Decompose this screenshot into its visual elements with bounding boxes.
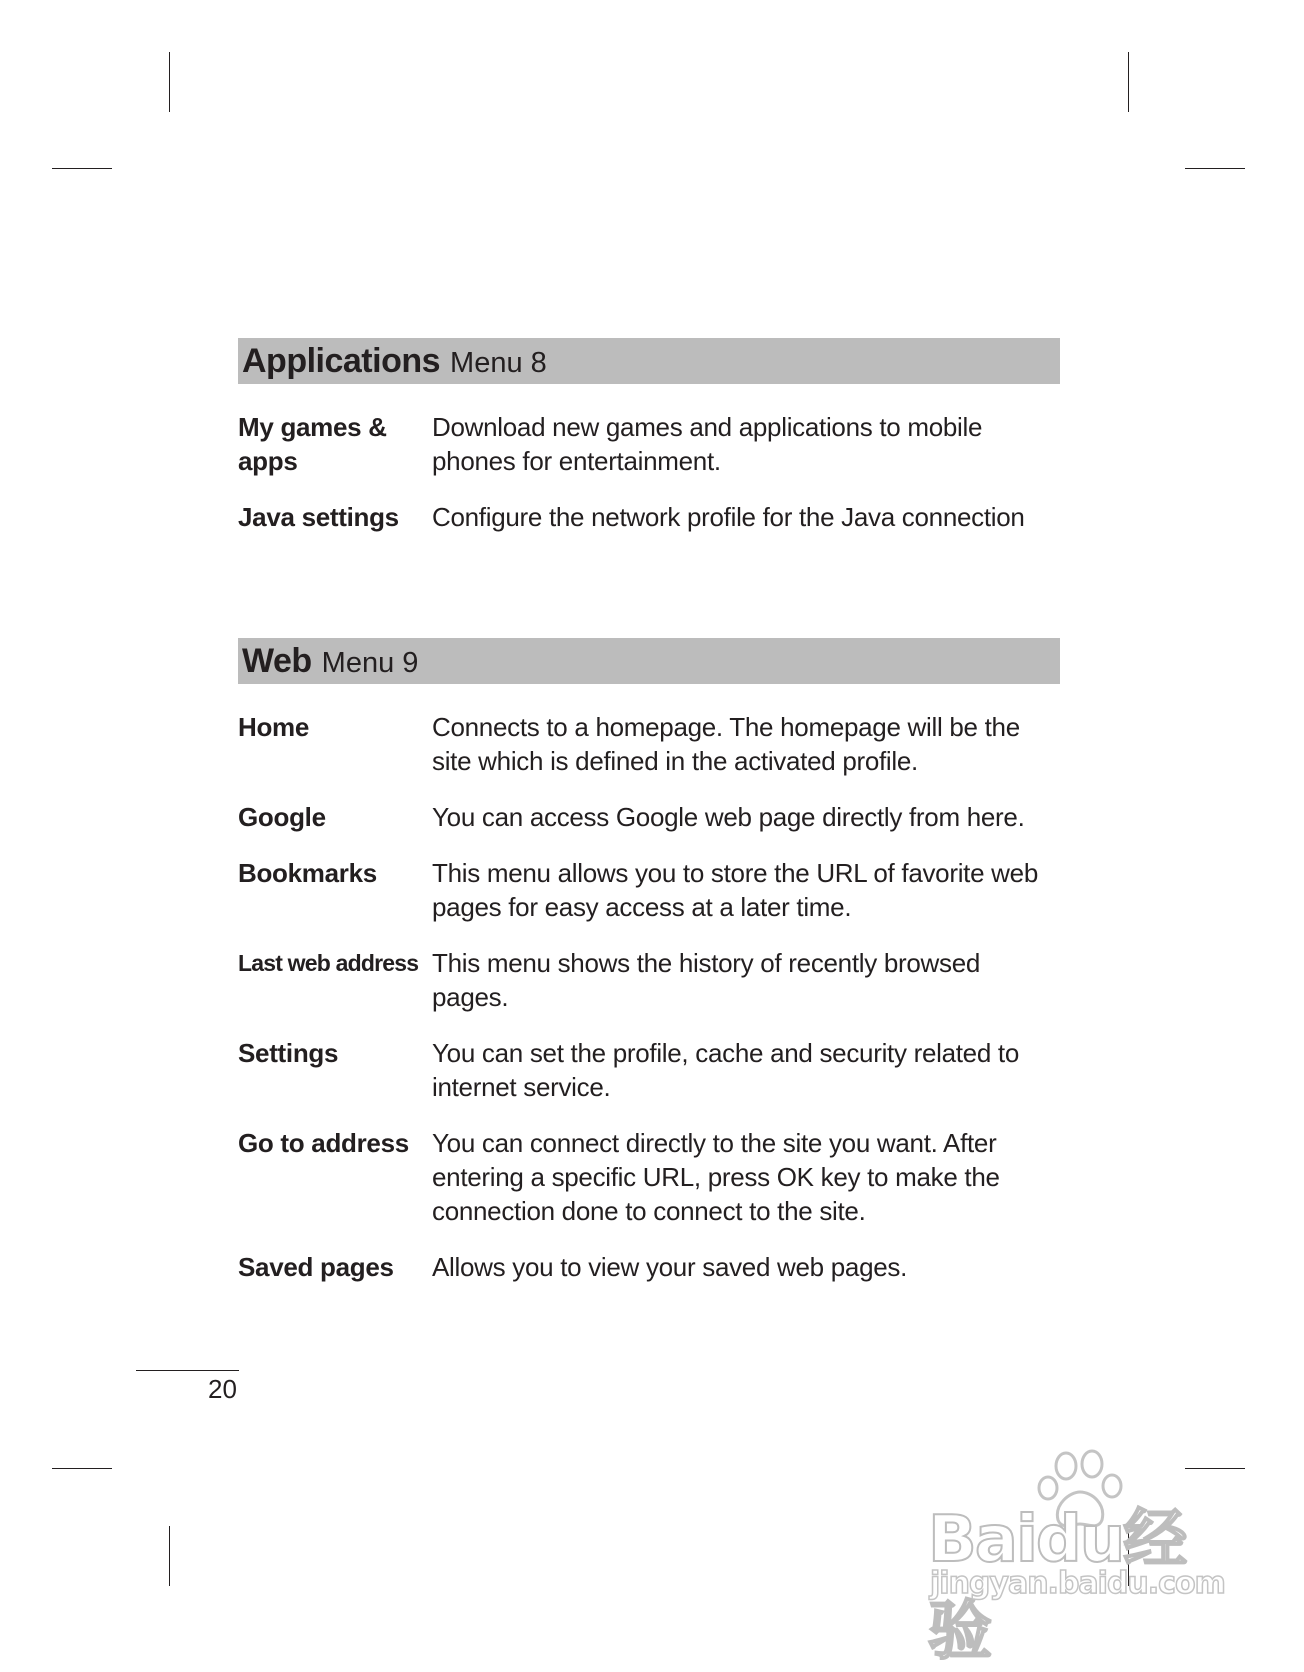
menu-item-description: Configure the network profile for the Java connection xyxy=(432,502,1025,532)
applications-section xyxy=(238,338,1060,556)
menu-item-description: Connects to a homepage. The homepage will be the site which is defined in the activated profile. xyxy=(432,712,1020,776)
menu-item-description: You can set the profile, cache and security related to internet service. xyxy=(432,1038,1019,1102)
menu-item-list xyxy=(238,410,1060,534)
menu-item-description: You can access Google web page directly from here. xyxy=(432,802,1025,832)
crop-mark-top-right-horizontal xyxy=(1185,168,1245,169)
crop-mark-top-right-vertical xyxy=(1128,52,1129,112)
menu-item-label: Go to address xyxy=(238,1128,409,1158)
section-title: Web xyxy=(242,641,312,680)
menu-item-row xyxy=(238,946,1060,1014)
crop-mark-bottom-left-horizontal xyxy=(52,1468,112,1469)
section-title: Applications xyxy=(242,341,441,380)
menu-item-label: Java settings xyxy=(238,502,399,532)
menu-item-description: Download new games and applications to mobile phones for entertainment. xyxy=(432,412,983,476)
menu-item-label: Settings xyxy=(238,1038,339,1068)
menu-item-list xyxy=(238,710,1060,1284)
footer-rule xyxy=(136,1370,239,1371)
menu-item-label: Saved pages xyxy=(238,1252,394,1282)
menu-item-row xyxy=(238,1250,1060,1284)
section-menu-number: Menu 9 xyxy=(321,646,419,679)
menu-item-description: Allows you to view your saved web pages. xyxy=(432,1252,908,1282)
menu-item-description: This menu allows you to store the URL of favorite web pages for easy access at a later time. xyxy=(432,858,1038,922)
menu-item-label: Google xyxy=(238,802,326,832)
crop-mark-bottom-left-vertical xyxy=(169,1526,170,1586)
page-number: 20 xyxy=(208,1374,237,1404)
section-header xyxy=(238,638,1060,684)
crop-mark-top-left-vertical xyxy=(169,52,170,112)
web-section xyxy=(238,638,1060,1306)
section-menu-number: Menu 8 xyxy=(450,346,547,379)
menu-item-description: This menu shows the history of recently browsed pages. xyxy=(432,948,981,1012)
menu-item-row xyxy=(238,500,1060,534)
menu-item-row xyxy=(238,1036,1060,1104)
menu-item-label: Home xyxy=(238,712,310,742)
menu-item-row xyxy=(238,856,1060,924)
menu-item-row xyxy=(238,410,1060,478)
watermark-url-text: jingyan.baidu.com xyxy=(930,1566,1225,1601)
watermark-brand-text: Baidu经验 xyxy=(928,1503,1186,1669)
section-header xyxy=(238,338,1060,384)
menu-item-description: You can connect directly to the site you want. After entering a specific URL, press OK key to make the connection done to connect to the site. xyxy=(432,1128,1000,1226)
baidu-watermark xyxy=(928,1448,1228,1669)
menu-item-label: Last web address xyxy=(238,950,419,976)
menu-item-row xyxy=(238,800,1060,834)
menu-item-row xyxy=(238,1126,1060,1228)
crop-mark-top-left-horizontal xyxy=(52,168,112,169)
menu-item-label: Bookmarks xyxy=(238,858,377,888)
menu-item-row xyxy=(238,710,1060,778)
menu-item-label: My games & apps xyxy=(238,412,387,476)
